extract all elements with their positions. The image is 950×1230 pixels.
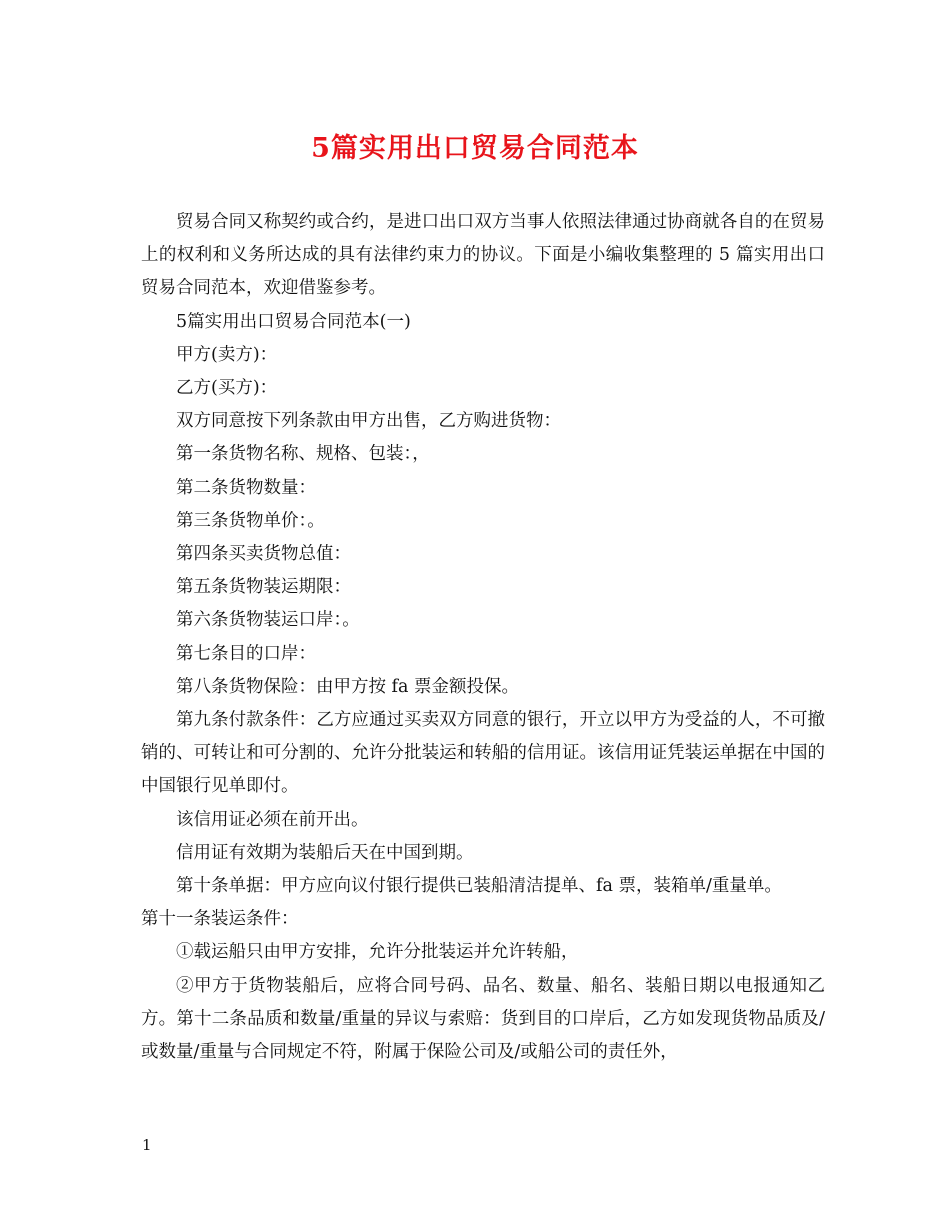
clause-11: 第十一条装运条件： [141, 909, 299, 930]
document-body [141, 206, 825, 1069]
clause-10: 第十条单据：甲方应向议付银行提供已装船清洁提单、fa 票，装箱单/重量单。 [176, 876, 782, 897]
clause-7: 第七条目的口岸： [176, 643, 316, 664]
clause-9: 第九条付款条件：乙方应通过买卖双方同意的银行，开立以甲方为受益的人，不可撤销的、可转让和可分割的、允许分批装运和转船的信用证。该信用证凭装运单据在中国的中国银行见单即付。 [141, 710, 825, 797]
credit-issue-line: 该信用证必须在前开出。 [176, 809, 369, 830]
clause-5: 第五条货物装运期限： [176, 577, 351, 598]
clause-8: 第八条货物保险：由甲方按 fa 票金额投保。 [176, 676, 520, 697]
agreement-line: 双方同意按下列条款由甲方出售，乙方购进货物： [176, 411, 561, 432]
clause-11-item-2: ②甲方于货物装船后，应将合同号码、品名、数量、船名、装船日期以电报通知乙方。第十二条品质和数量/重量的异议与索赔：货到目的口岸后，乙方如发现货物品质及/或数量/重量与合同规定不符，附属于保险公司及/或船公司的责任外， [141, 975, 825, 1063]
document-title: 5篇实用出口贸易合同范本 [311, 133, 639, 164]
clause-2: 第二条货物数量： [176, 477, 316, 498]
credit-validity-line: 信用证有效期为装船后天在中国到期。 [176, 842, 474, 863]
clause-11-item-1: ①载运船只由甲方安排，允许分批装运并允许转船， [176, 942, 579, 963]
party-a-line: 甲方(卖方)： [176, 344, 278, 365]
section-heading: 5篇实用出口贸易合同范本(一) [176, 311, 411, 332]
clause-3: 第三条货物单价：。 [176, 510, 325, 531]
clause-1: 第一条货物名称、规格、包装：， [176, 444, 430, 465]
clause-6: 第六条货物装运口岸：。 [176, 610, 360, 631]
intro-paragraph: 贸易合同又称契约或合约，是进口出口双方当事人依照法律通过协商就各自的在贸易上的权利和义务所达成的具有法律约束力的协议。下面是小编收集整理的 5 篇实用出口贸易合同范本，欢迎借鉴参考。 [141, 212, 825, 299]
clause-4: 第四条买卖货物总值： [176, 544, 351, 565]
party-b-line: 乙方(买方)： [176, 378, 278, 399]
page-number: 1 [142, 1136, 152, 1154]
